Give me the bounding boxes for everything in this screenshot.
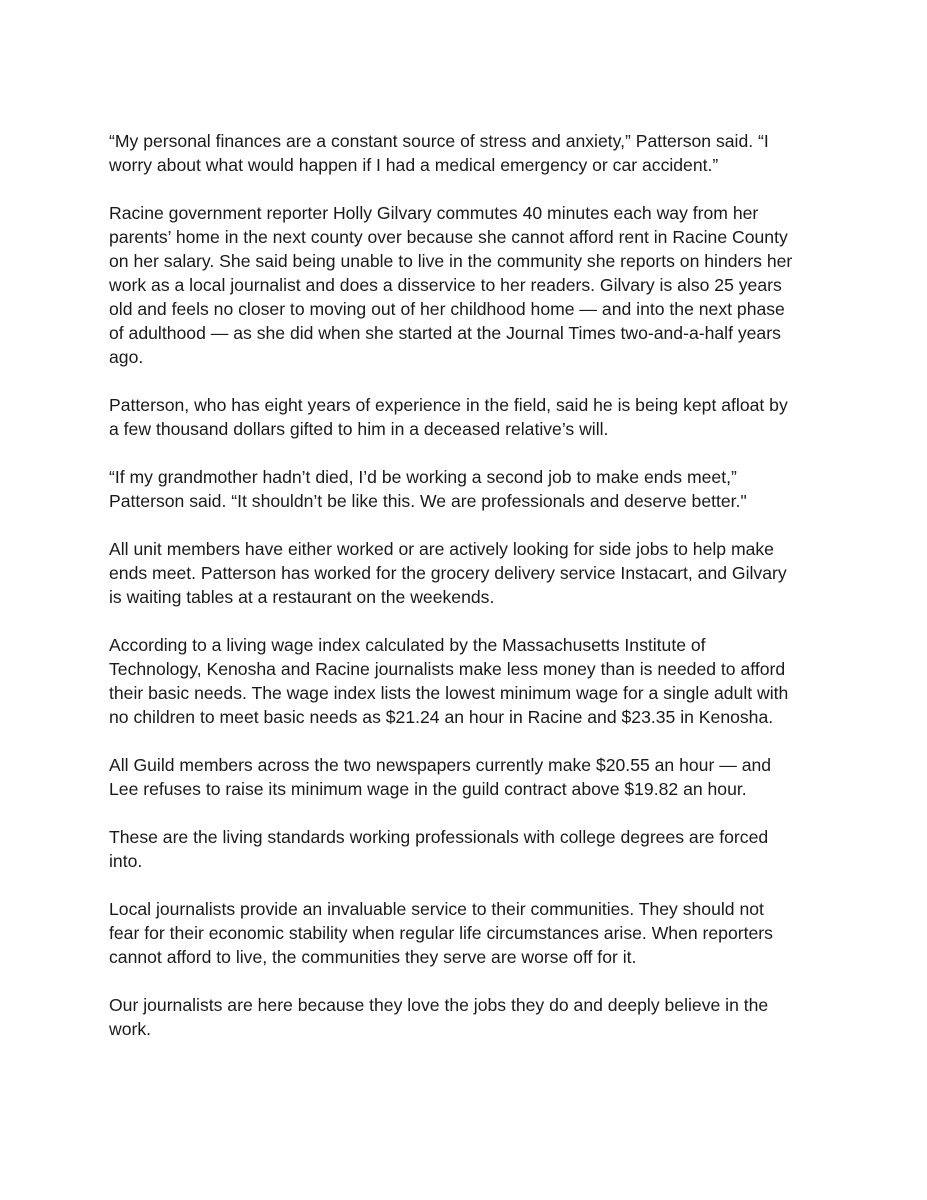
paragraph-patterson-finances-quote: “My personal finances are a constant source of stress and anxiety,” Patterson said. “I worry about what would happen if I had a medical emergency or car accident.” (109, 131, 769, 175)
paragraph-closing: Our journalists are here because they love the jobs they do and deeply believe in the work. (109, 995, 769, 1039)
paragraph-living-standards: These are the living standards working professionals with college degrees are forced into. (109, 827, 769, 871)
paragraph-gilvary-commute: Racine government reporter Holly Gilvary commutes 40 minutes each way from her parents’ home in the next county over because she cannot afford rent in Racine County on her salary. She said being unable to live in the community she reports on hinders her work as a local journalist and does a disservice to her readers. Gilvary is also 25 years old and feels no closer to moving out of her childhood home — and into the next phase of adulthood — as she did when she started at the Journal Times two-and-a-half years ago. (109, 203, 793, 367)
paragraph-guild-wages: All Guild members across the two newspapers currently make $20.55 an hour — and Lee refuses to raise its minimum wage in the guild contract above $19.82 an hour. (109, 755, 772, 799)
paragraph-side-jobs: All unit members have either worked or are actively looking for side jobs to help make ends meet. Patterson has worked for the grocery delivery service Instacart, and Gilvary is waiting tables at a restaurant on the weekends. (109, 539, 787, 607)
paragraph-local-journalists-service: Local journalists provide an invaluable service to their communities. They should not fear for their economic stability when regular life circumstances arise. When reporters cannot afford to live, the communities they serve are worse off for it. (109, 899, 773, 967)
paragraph-living-wage-index: According to a living wage index calculated by the Massachusetts Institute of Technology, Kenosha and Racine journalists make less money than is needed to afford their basic needs. The wage index lists the lowest minimum wage for a single adult with no children to meet basic needs as $21.24 an hour in Racine and $23.35 in Kenosha. (109, 635, 789, 727)
paragraph-grandmother-quote: “If my grandmother hadn’t died, I’d be working a second job to make ends meet,” Patterson said. “It shouldn’t be like this. We are professionals and deserve better." (109, 467, 747, 511)
paragraph-patterson-experience: Patterson, who has eight years of experience in the field, said he is being kept afloat by a few thousand dollars gifted to him in a deceased relative’s will. (109, 395, 788, 439)
document-body (109, 129, 829, 1065)
